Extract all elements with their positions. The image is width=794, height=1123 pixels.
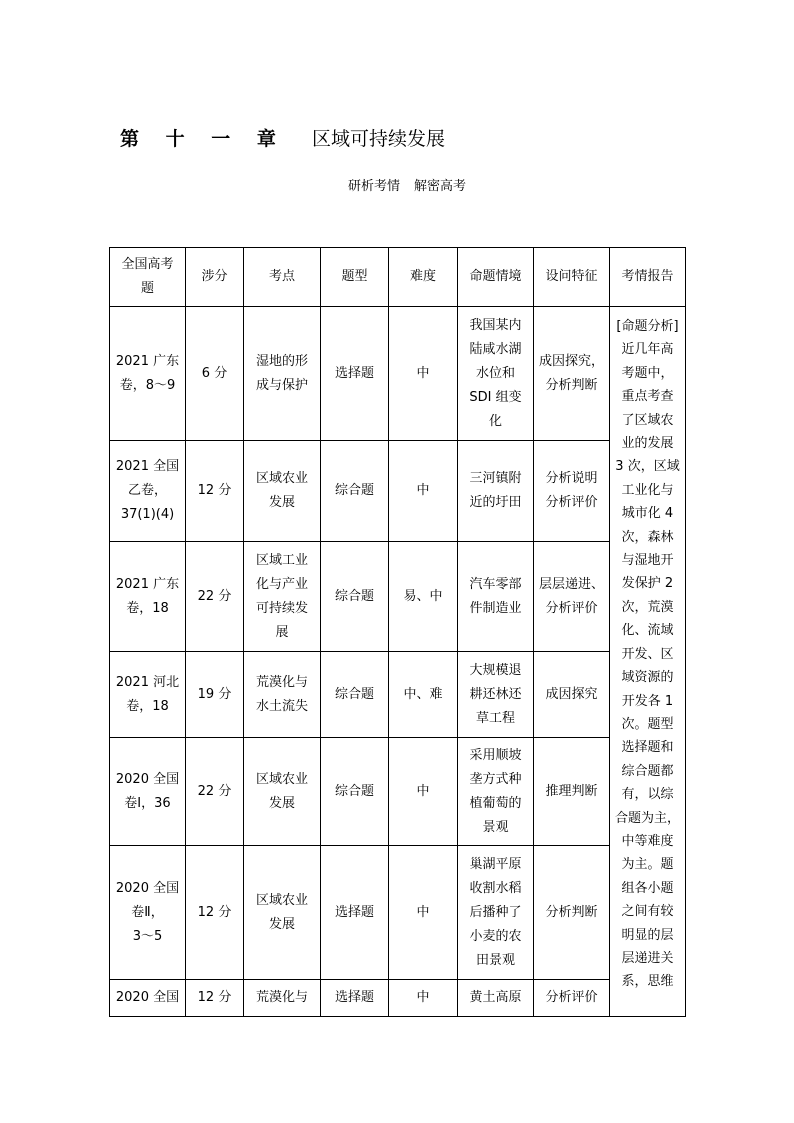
header-score: 涉分 — [186, 248, 244, 307]
cell-context: 汽车零部 件制造业 — [458, 542, 534, 652]
subtitle-right: 解密高考 — [414, 179, 467, 194]
cell-context: 我国某内 陆咸水湖 水位和 SDI 组变 化 — [458, 307, 534, 441]
table-row — [110, 738, 686, 846]
header-report: 考情报告 — [610, 248, 686, 307]
cell-exam: 2020 全国 — [110, 980, 186, 1017]
cell-topic: 区域农业 发展 — [244, 846, 321, 980]
cell-difficulty: 中 — [389, 738, 458, 846]
cell-score: 22 分 — [186, 542, 244, 652]
cell-score: 19 分 — [186, 652, 244, 738]
table-row — [110, 307, 686, 441]
cell-question-feature: 成因探究 — [534, 652, 610, 738]
cell-type: 综合题 — [321, 652, 389, 738]
cell-score: 6 分 — [186, 307, 244, 441]
cell-exam: 2020 全国 卷Ⅰ，36 — [110, 738, 186, 846]
exam-analysis-table — [109, 247, 686, 1017]
cell-topic: 荒漠化与 — [244, 980, 321, 1017]
header-topic: 考点 — [244, 248, 321, 307]
cell-type: 综合题 — [321, 441, 389, 542]
cell-exam: 2021 广东 卷，8～9 — [110, 307, 186, 441]
cell-context: 采用顺坡 垄方式种 植葡萄的 景观 — [458, 738, 534, 846]
cell-question-feature: 分析判断 — [534, 846, 610, 980]
header-exam: 全国高考 题 — [110, 248, 186, 307]
cell-topic: 荒漠化与 水土流失 — [244, 652, 321, 738]
header-type: 题型 — [321, 248, 389, 307]
cell-type: 综合题 — [321, 542, 389, 652]
cell-topic: 湿地的形 成与保护 — [244, 307, 321, 441]
table-header-row — [110, 248, 686, 307]
cell-type: 选择题 — [321, 307, 389, 441]
cell-question-feature: 分析评价 — [534, 980, 610, 1017]
cell-question-feature: 推理判断 — [534, 738, 610, 846]
table-row — [110, 542, 686, 652]
section-subtitle — [348, 175, 466, 194]
cell-exam: 2021 河北 卷，18 — [110, 652, 186, 738]
cell-exam: 2020 全国 卷Ⅱ， 3～5 — [110, 846, 186, 980]
cell-difficulty: 中 — [389, 307, 458, 441]
cell-score: 12 分 — [186, 846, 244, 980]
cell-context: 黄土高原 — [458, 980, 534, 1017]
cell-context: 巢湖平原 收割水稻 后播种了 小麦的农 田景观 — [458, 846, 534, 980]
cell-question-feature: 分析说明 分析评价 — [534, 441, 610, 542]
cell-type: 选择题 — [321, 846, 389, 980]
cell-difficulty: 易、中 — [389, 542, 458, 652]
table-row — [110, 980, 686, 1017]
table-row — [110, 441, 686, 542]
chapter-title: 区域可持续发展 — [312, 128, 446, 150]
cell-type: 选择题 — [321, 980, 389, 1017]
cell-topic: 区域农业 发展 — [244, 738, 321, 846]
cell-context: 大规模退 耕还林还 草工程 — [458, 652, 534, 738]
cell-score: 12 分 — [186, 980, 244, 1017]
cell-exam: 2021 全国 乙卷， 37(1)(4) — [110, 441, 186, 542]
subtitle-left: 研析考情 — [348, 179, 401, 194]
table-row — [110, 846, 686, 980]
table-row — [110, 652, 686, 738]
cell-topic: 区域工业 化与产业 可持续发 展 — [244, 542, 321, 652]
report-cell: [命题分析] 近几年高 考题中， 重点考查 了区域农 业的发展 3 次，区域 工业化与 城市化 4 次，森林 与湿地开 发保护 2 次，荒漠 化、流域 开发、区 域资源的 开发各 1 次。题型 选择题和 综合题都 有，以综 合题为主， 中等难度 为主。题 组各小题 之间有较 明显的层 层递进关 系，思维 — [610, 307, 686, 1017]
cell-difficulty: 中 — [389, 441, 458, 542]
cell-question-feature: 成因探究， 分析判断 — [534, 307, 610, 441]
cell-type: 综合题 — [321, 738, 389, 846]
cell-score: 12 分 — [186, 441, 244, 542]
header-difficulty: 难度 — [389, 248, 458, 307]
cell-context: 三河镇附 近的圩田 — [458, 441, 534, 542]
cell-difficulty: 中、难 — [389, 652, 458, 738]
header-question-feature: 设问特征 — [534, 248, 610, 307]
cell-exam: 2021 广东 卷，18 — [110, 542, 186, 652]
chapter-number: 第 十 一 章 — [120, 128, 286, 150]
cell-topic: 区域农业 发展 — [244, 441, 321, 542]
cell-score: 22 分 — [186, 738, 244, 846]
cell-question-feature: 层层递进、 分析评价 — [534, 542, 610, 652]
cell-difficulty: 中 — [389, 980, 458, 1017]
header-context: 命题情境 — [458, 248, 534, 307]
cell-difficulty: 中 — [389, 846, 458, 980]
